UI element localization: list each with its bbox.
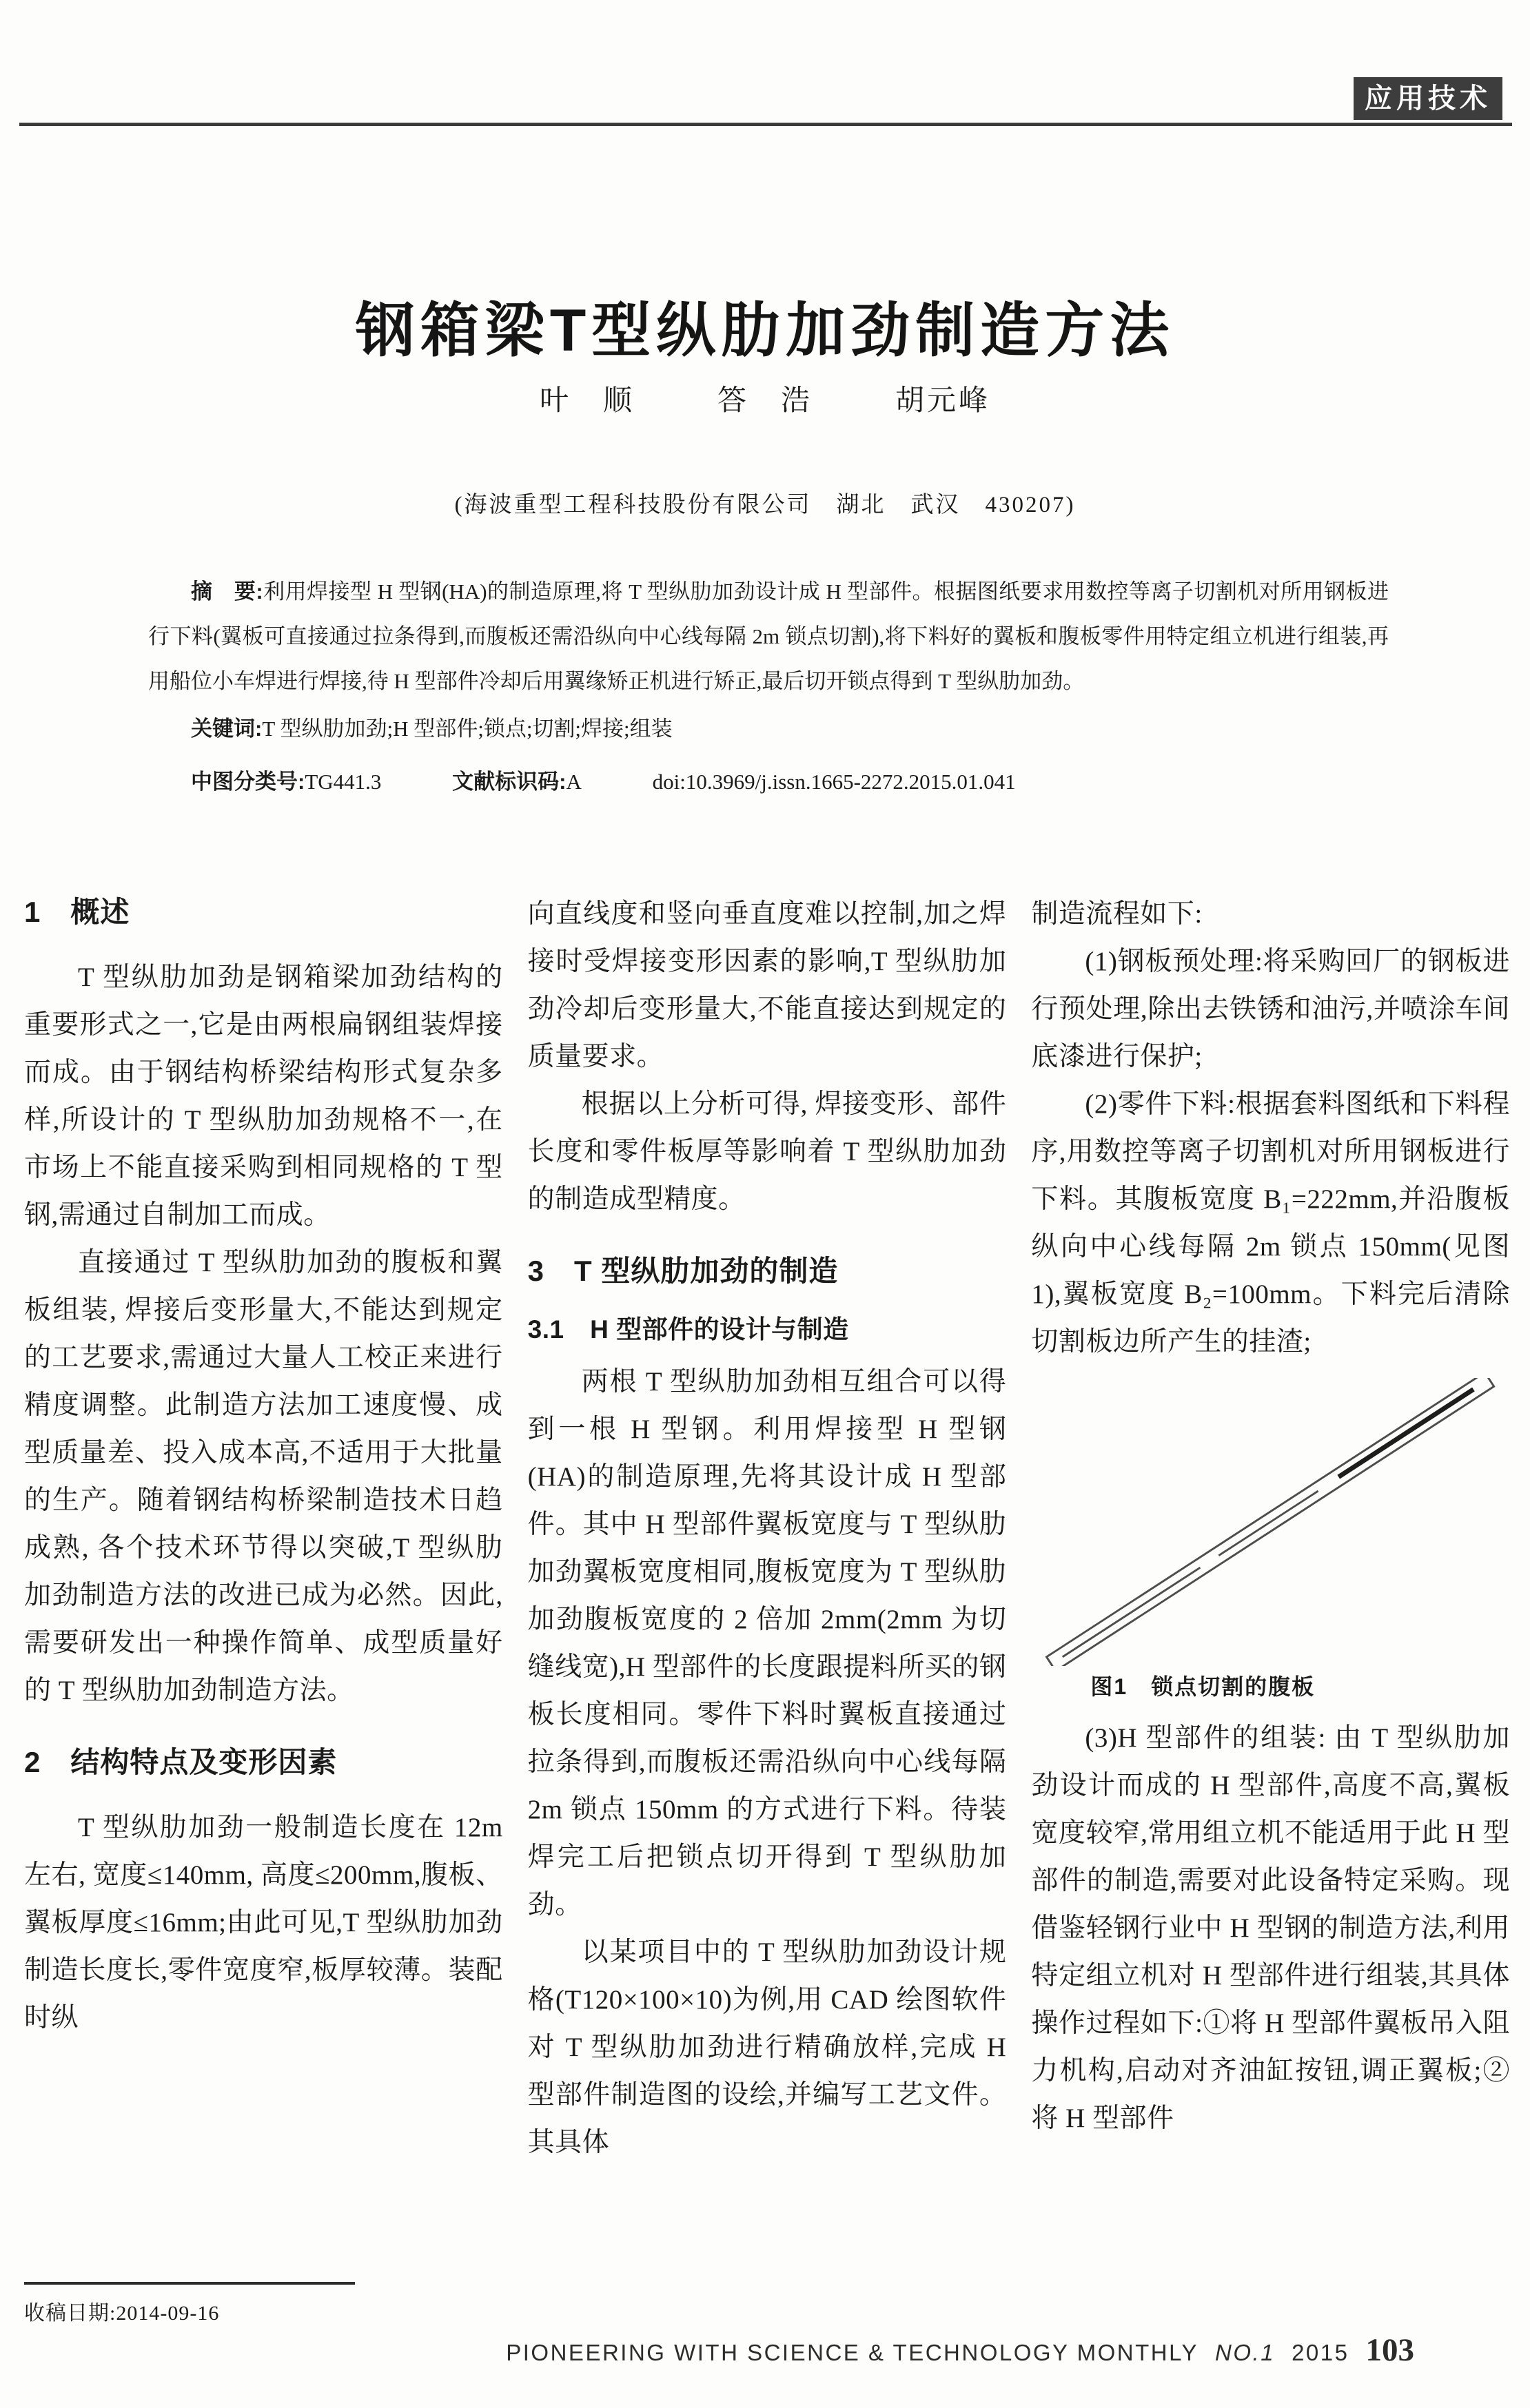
document-code-label: 文献标识码: bbox=[452, 770, 567, 794]
section-3-heading: 3 T 型纵肋加劲的制造 bbox=[527, 1255, 839, 1287]
body-paragraph: 直接通过 T 型纵肋加劲的腹板和翼板组装, 焊接后变形量大,不能达到规定的工艺要求,需通过大量人工校正来进行精度调整。此制造方法加工速度慢、成型质量差、投入成本高,不适用于大批量的生产。随着钢结构桥梁制造技术日趋成熟, 各个技术环节得以突破,T 型纵肋加劲制造方法的改进已成为必然。因此,需要研发出一种操作简单、成型质量好的 T 型纵肋加劲制造方法。 bbox=[24, 1248, 503, 1705]
body-paragraph: 向直线度和竖向垂直度难以控制,加之焊接时受焊接变形因素的影响,T 型纵肋加劲冷却后变形量大,不能直接达到规定的质量要求。 bbox=[527, 899, 1007, 1071]
column-2 bbox=[528, 890, 1007, 2263]
center-cut-segment bbox=[1063, 1567, 1201, 1657]
keywords-text: T 型纵肋加劲;H 型部件;锁点;切割;焊接;组装 bbox=[262, 717, 673, 741]
issue-number: NO.1 bbox=[1215, 2340, 1276, 2365]
body-paragraph: 两根 T 型纵肋加劲相互组合可以得到一根 H 型钢。利用焊接型 H 型钢(HA)的制造原理,先将其设计成 H 型部件。其中 H 型部件翼板宽度与 T 型纵肋加劲翼板宽度相同,腹板宽度为 T 型纵肋加劲腹板宽度的 2 倍加 2mm(2mm 为切缝线宽),H 型部件的长度跟提料所买的钢板长度相同。零件下料时翼板直接通过拉条得到,而腹板还需沿纵向中心线每隔 2m 锁点 150mm 的方式进行下料。待装焊完工后把锁点切开得到 T 型纵肋加劲。 bbox=[527, 1367, 1007, 1920]
document-code-value: A bbox=[566, 770, 582, 794]
body-paragraph: 制造流程如下: bbox=[1031, 899, 1203, 929]
body-paragraph: (3)H 型部件的组装: 由 T 型纵肋加劲设计而成的 H 型部件,高度不高,翼板宽度较窄,常用组立机不能适用于此 H 型部件的制造,需要对此设备特定采购。现借鉴轻钢行业中 H 型钢的制造方法,利用特定组立机对 H 型部件进行组装,其具体操作过程如下:①将 H 型部件翼板吊入阻力机构,启动对齐油缸按钮,调正翼板;②将 H 型部件 bbox=[1031, 1723, 1511, 2133]
abstract-block bbox=[148, 569, 1389, 804]
author-name: 答 浩 bbox=[717, 385, 813, 417]
clc-label: 中图分类号: bbox=[191, 770, 305, 794]
clc-number bbox=[191, 770, 381, 794]
page-number: 103 bbox=[1365, 2332, 1414, 2368]
column-1 bbox=[24, 890, 503, 2263]
body-paragraph: 根据以上分析可得, 焊接变形、部件长度和零件板厚等影响着 T 型纵肋加劲的制造成型精度。 bbox=[527, 1089, 1007, 1214]
document-code bbox=[452, 770, 582, 794]
classification-line bbox=[148, 759, 1389, 804]
received-date: 收稿日期:2014-09-16 bbox=[24, 2302, 220, 2325]
keywords-line bbox=[148, 706, 1389, 751]
body-paragraph: T 型纵肋加劲一般制造长度在 12m 左右, 宽度≤140mm, 高度≤200mm,腹板、翼板厚度≤16mm;由此可见,T 型纵肋加劲制造长度长,零件宽度窄,板厚较薄。装配时纵 bbox=[24, 1813, 503, 2033]
abstract-label: 摘 要: bbox=[191, 579, 263, 604]
doi bbox=[653, 770, 1016, 794]
received-date-footnote bbox=[24, 2282, 507, 2326]
column-tag-badge: 应用技术 bbox=[1354, 77, 1502, 120]
center-cut-segment bbox=[1219, 1491, 1318, 1556]
author-name: 胡元峰 bbox=[895, 385, 991, 417]
header-rule bbox=[19, 123, 1512, 126]
center-cut-segment-thick bbox=[1339, 1390, 1474, 1477]
doi-label: doi: bbox=[652, 770, 686, 794]
figure1-caption: 图1 锁点切割的腹板 bbox=[1090, 1674, 1316, 1699]
body-paragraph: 以某项目中的 T 型纵肋加劲设计规格(T120×100×10)为例,用 CAD 绘图软件对 T 型纵肋加劲进行精确放样,完成 H 型部件制造图的设绘,并编写工艺文件。其具体 bbox=[527, 1937, 1007, 2157]
keywords-label: 关键词: bbox=[191, 717, 263, 741]
page-title: 钢箱梁T型纵肋加劲制造方法 bbox=[355, 297, 1175, 364]
web-plate-drawing bbox=[1031, 1378, 1510, 1666]
body-paragraph: T 型纵肋加劲是钢箱梁加劲结构的重要形式之一,它是由两根扁钢组装焊接而成。由于钢结构桥梁结构形式复杂多样,所设计的 T 型纵肋加劲规格不一,在市场上不能直接采购到相同规格的 T 型钢,需通过自制加工而成。 bbox=[24, 963, 503, 1230]
doi-value: 10.3969/j.issn.1665-2272.2015.01.041 bbox=[685, 770, 1016, 794]
body-columns bbox=[24, 890, 1510, 2263]
footnote-rule bbox=[24, 2282, 355, 2285]
clc-value: TG441.3 bbox=[305, 770, 382, 794]
body-paragraph: (1)钢板预处理:将采购回厂的钢板进行预处理,除出去铁锈和油污,并喷涂车间底漆进行保护; bbox=[1031, 947, 1511, 1071]
year: 2015 bbox=[1292, 2340, 1349, 2365]
figure1-lock-point-web-plate-diagram bbox=[1031, 1378, 1510, 1707]
author-name: 叶 顺 bbox=[539, 385, 635, 417]
journal-name: PIONEERING WITH SCIENCE & TECHNOLOGY MONTHLY bbox=[506, 2340, 1199, 2365]
section-1-heading: 1 概述 bbox=[24, 896, 130, 928]
section-3-1-heading: 3.1 H 型部件的设计与制造 bbox=[527, 1315, 849, 1344]
section-2-heading: 2 结构特点及变形因素 bbox=[24, 1746, 338, 1778]
author-list bbox=[0, 378, 1530, 419]
journal-footer bbox=[506, 2332, 1414, 2369]
abstract-text: 利用焊接型 H 型钢(HA)的制造原理,将 T 型纵肋加劲设计成 H 型部件。根据图纸要求用数控等离子切割机对所用钢板进行下料(翼板可直接通过拉条得到,而腹板还需沿纵向中心线每隔 2m 锁点切割),将下料好的翼板和腹板零件用特定组立机进行组装,再用船位小车焊进行焊接,待 H 型部件冷却后用翼缘矫正机进行矫正,最后切开锁点得到 T 型纵肋加劲。 bbox=[148, 579, 1389, 693]
affiliation: (海波重型工程科技股份有限公司 湖北 武汉 430207) bbox=[454, 493, 1076, 517]
column-3 bbox=[1031, 890, 1510, 2263]
abstract-paragraph bbox=[148, 569, 1389, 703]
body-paragraph: (2)零件下料:根据套料图纸和下料程序,用数控等离子切割机对所用钢板进行下料。其腹板宽度 B₁=222mm,并沿腹板纵向中心线每隔 2m 锁点 150mm(见图 1),翼板宽度 B₂=100mm。下料完后清除切割板边所产生的挂渣; bbox=[1031, 1089, 1511, 1357]
